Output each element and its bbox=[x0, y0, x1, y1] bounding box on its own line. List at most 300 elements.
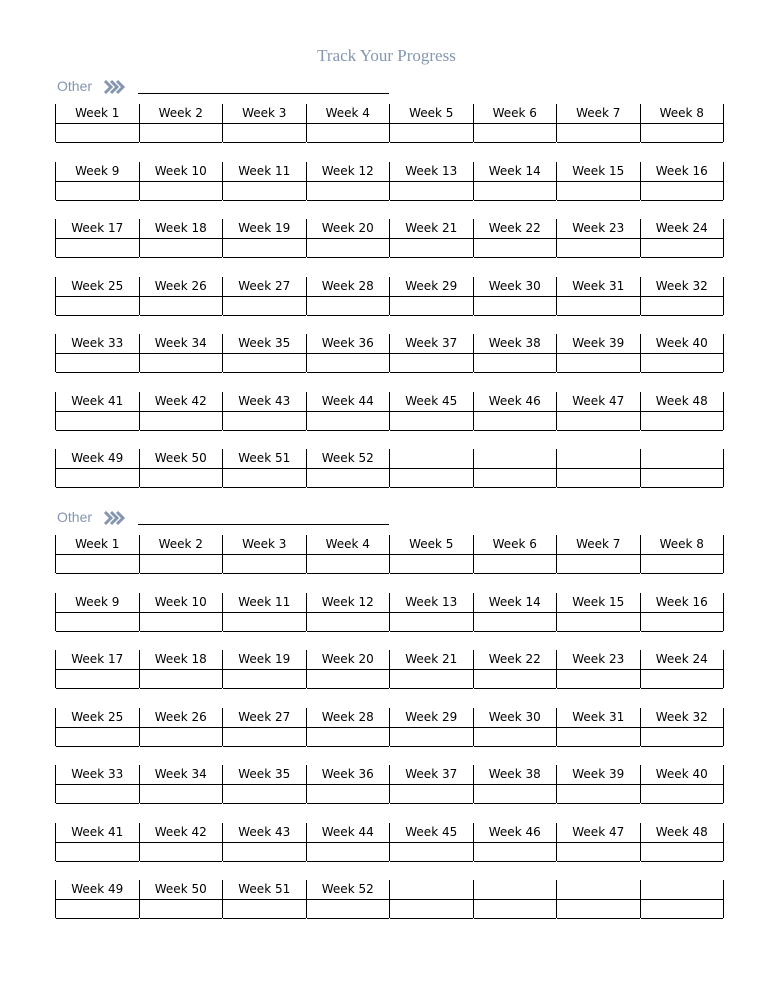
week-entry-box[interactable] bbox=[390, 182, 473, 201]
week-cell bbox=[473, 535, 557, 573]
week-cell bbox=[306, 823, 390, 861]
week-entry-box[interactable] bbox=[641, 182, 724, 201]
week-entry-box[interactable] bbox=[390, 124, 473, 143]
week-label: Week 36 bbox=[307, 334, 390, 354]
section-label-row bbox=[57, 76, 397, 98]
week-entry-box[interactable] bbox=[474, 297, 557, 316]
week-cell bbox=[389, 880, 473, 918]
week-entry-box[interactable] bbox=[390, 900, 473, 919]
week-cell bbox=[640, 880, 725, 918]
week-label: Week 6 bbox=[474, 535, 557, 555]
week-cell bbox=[306, 708, 390, 746]
week-entry-box[interactable] bbox=[641, 613, 724, 632]
week-label: Week 30 bbox=[474, 277, 557, 297]
week-cell bbox=[55, 219, 139, 257]
week-label: Week 42 bbox=[140, 823, 223, 843]
week-entry-box[interactable] bbox=[474, 900, 557, 919]
week-label: Week 37 bbox=[390, 765, 473, 785]
week-cell bbox=[473, 765, 557, 803]
week-label: Week 9 bbox=[56, 593, 139, 613]
week-entry-box[interactable] bbox=[474, 412, 557, 431]
week-label: Week 32 bbox=[641, 277, 724, 297]
week-label: Week 10 bbox=[140, 162, 223, 182]
week-cell bbox=[473, 219, 557, 257]
week-entry-box[interactable] bbox=[223, 354, 306, 373]
week-cell bbox=[55, 880, 139, 918]
week-entry-box[interactable] bbox=[557, 239, 640, 258]
week-cell bbox=[640, 593, 725, 631]
week-label: Week 40 bbox=[641, 334, 724, 354]
week-entry-box[interactable] bbox=[474, 354, 557, 373]
week-label: Week 51 bbox=[223, 449, 306, 469]
week-label: Week 15 bbox=[557, 162, 640, 182]
week-entry-box[interactable] bbox=[390, 469, 473, 488]
week-entry-box[interactable] bbox=[56, 354, 139, 373]
week-cell bbox=[222, 104, 306, 142]
week-label: Week 35 bbox=[223, 334, 306, 354]
week-entry-box[interactable] bbox=[474, 670, 557, 689]
week-cell bbox=[222, 593, 306, 631]
week-cell bbox=[640, 449, 725, 487]
week-entry-box[interactable] bbox=[140, 182, 223, 201]
week-entry-box[interactable] bbox=[56, 297, 139, 316]
week-label bbox=[474, 880, 557, 900]
week-cell bbox=[222, 765, 306, 803]
week-cell bbox=[306, 162, 390, 200]
week-label: Week 22 bbox=[474, 650, 557, 670]
week-entry-box[interactable] bbox=[641, 124, 724, 143]
week-label: Week 13 bbox=[390, 162, 473, 182]
week-label: Week 16 bbox=[641, 162, 724, 182]
week-entry-box[interactable] bbox=[390, 555, 473, 574]
week-entry-box[interactable] bbox=[223, 412, 306, 431]
week-cell bbox=[306, 277, 390, 315]
week-row bbox=[55, 162, 723, 200]
week-entry-box[interactable] bbox=[56, 843, 139, 862]
week-entry-box[interactable] bbox=[56, 469, 139, 488]
week-label: Week 47 bbox=[557, 823, 640, 843]
week-entry-box[interactable] bbox=[223, 613, 306, 632]
week-entry-box[interactable] bbox=[390, 613, 473, 632]
week-entry-box[interactable] bbox=[641, 670, 724, 689]
week-label: Week 33 bbox=[56, 334, 139, 354]
week-cell bbox=[473, 593, 557, 631]
week-entry-box[interactable] bbox=[557, 469, 640, 488]
week-label: Week 2 bbox=[140, 535, 223, 555]
week-cell bbox=[139, 765, 223, 803]
week-cell bbox=[556, 162, 640, 200]
week-label: Week 7 bbox=[557, 535, 640, 555]
week-label: Week 6 bbox=[474, 104, 557, 124]
week-row bbox=[55, 535, 723, 573]
week-label: Week 43 bbox=[223, 823, 306, 843]
week-cell bbox=[473, 708, 557, 746]
week-cell bbox=[640, 162, 725, 200]
week-label: Week 42 bbox=[140, 392, 223, 412]
week-label: Week 28 bbox=[307, 277, 390, 297]
week-entry-box[interactable] bbox=[474, 613, 557, 632]
week-label: Week 17 bbox=[56, 219, 139, 239]
week-cell bbox=[222, 392, 306, 430]
week-entry-box[interactable] bbox=[307, 469, 390, 488]
week-entry-box[interactable] bbox=[641, 469, 724, 488]
week-label: Week 25 bbox=[56, 708, 139, 728]
week-cell bbox=[139, 219, 223, 257]
page-title: Track Your Progress bbox=[317, 46, 456, 65]
week-entry-box[interactable] bbox=[474, 124, 557, 143]
week-label: Week 52 bbox=[307, 449, 390, 469]
week-cell bbox=[306, 334, 390, 372]
week-row bbox=[55, 277, 723, 315]
week-label: Week 46 bbox=[474, 823, 557, 843]
week-cell bbox=[389, 219, 473, 257]
week-entry-box[interactable] bbox=[390, 239, 473, 258]
week-label: Week 12 bbox=[307, 162, 390, 182]
week-row bbox=[55, 219, 723, 257]
week-cell bbox=[389, 708, 473, 746]
week-entry-box[interactable] bbox=[557, 728, 640, 747]
week-entry-box[interactable] bbox=[557, 900, 640, 919]
week-cell bbox=[640, 334, 725, 372]
week-cell bbox=[139, 880, 223, 918]
week-label: Week 3 bbox=[223, 535, 306, 555]
week-label: Week 20 bbox=[307, 219, 390, 239]
week-cell bbox=[556, 449, 640, 487]
week-cell bbox=[222, 535, 306, 573]
week-entry-box[interactable] bbox=[140, 124, 223, 143]
week-label: Week 24 bbox=[641, 650, 724, 670]
week-label: Week 38 bbox=[474, 334, 557, 354]
week-label: Week 19 bbox=[223, 219, 306, 239]
week-label: Week 43 bbox=[223, 392, 306, 412]
week-entry-box[interactable] bbox=[474, 182, 557, 201]
week-entry-box[interactable] bbox=[307, 297, 390, 316]
week-cell bbox=[306, 449, 390, 487]
week-entry-box[interactable] bbox=[557, 555, 640, 574]
week-cell bbox=[640, 708, 725, 746]
week-entry-box[interactable] bbox=[557, 354, 640, 373]
week-label: Week 24 bbox=[641, 219, 724, 239]
week-cell bbox=[640, 650, 725, 688]
week-row bbox=[55, 880, 723, 918]
week-label: Week 29 bbox=[390, 708, 473, 728]
week-entry-box[interactable] bbox=[307, 354, 390, 373]
week-entry-box[interactable] bbox=[557, 412, 640, 431]
week-label: Week 22 bbox=[474, 219, 557, 239]
week-entry-box[interactable] bbox=[307, 124, 390, 143]
week-cell bbox=[389, 449, 473, 487]
week-entry-box[interactable] bbox=[223, 182, 306, 201]
week-entry-box[interactable] bbox=[140, 670, 223, 689]
week-label: Week 35 bbox=[223, 765, 306, 785]
week-entry-box[interactable] bbox=[307, 613, 390, 632]
week-entry-box[interactable] bbox=[557, 670, 640, 689]
week-cell bbox=[473, 449, 557, 487]
week-label: Week 15 bbox=[557, 593, 640, 613]
week-cell bbox=[556, 708, 640, 746]
week-entry-box[interactable] bbox=[56, 785, 139, 804]
week-entry-box[interactable] bbox=[140, 412, 223, 431]
week-label: Week 39 bbox=[557, 765, 640, 785]
week-label: Week 27 bbox=[223, 277, 306, 297]
week-entry-box[interactable] bbox=[56, 412, 139, 431]
week-cell bbox=[556, 535, 640, 573]
week-label: Week 4 bbox=[307, 104, 390, 124]
week-entry-box[interactable] bbox=[223, 239, 306, 258]
week-label: Week 37 bbox=[390, 334, 473, 354]
week-cell bbox=[389, 765, 473, 803]
week-cell bbox=[139, 277, 223, 315]
week-cell bbox=[306, 593, 390, 631]
week-row bbox=[55, 593, 723, 631]
week-cell bbox=[306, 219, 390, 257]
week-entry-box[interactable] bbox=[56, 124, 139, 143]
week-entry-box[interactable] bbox=[140, 843, 223, 862]
week-label: Week 11 bbox=[223, 593, 306, 613]
week-cell bbox=[473, 104, 557, 142]
week-cell bbox=[55, 162, 139, 200]
week-row bbox=[55, 765, 723, 803]
week-entry-box[interactable] bbox=[223, 785, 306, 804]
section-label: Other bbox=[57, 509, 93, 525]
week-entry-box[interactable] bbox=[307, 555, 390, 574]
week-label: Week 12 bbox=[307, 593, 390, 613]
week-entry-box[interactable] bbox=[140, 728, 223, 747]
week-entry-box[interactable] bbox=[641, 555, 724, 574]
week-entry-box[interactable] bbox=[140, 785, 223, 804]
week-cell bbox=[556, 104, 640, 142]
week-cell bbox=[55, 277, 139, 315]
week-entry-box[interactable] bbox=[307, 728, 390, 747]
week-cell bbox=[139, 449, 223, 487]
week-cell bbox=[55, 104, 139, 142]
week-label: Week 39 bbox=[557, 334, 640, 354]
week-label: Week 10 bbox=[140, 593, 223, 613]
week-cell bbox=[55, 593, 139, 631]
week-entry-box[interactable] bbox=[641, 239, 724, 258]
week-cell bbox=[139, 650, 223, 688]
week-label: Week 19 bbox=[223, 650, 306, 670]
week-label: Week 47 bbox=[557, 392, 640, 412]
week-entry-box[interactable] bbox=[474, 785, 557, 804]
week-entry-box[interactable] bbox=[307, 182, 390, 201]
week-label: Week 45 bbox=[390, 823, 473, 843]
week-entry-box[interactable] bbox=[474, 239, 557, 258]
week-cell bbox=[640, 104, 725, 142]
week-entry-box[interactable] bbox=[140, 613, 223, 632]
week-cell bbox=[139, 708, 223, 746]
week-label: Week 13 bbox=[390, 593, 473, 613]
week-entry-box[interactable] bbox=[390, 843, 473, 862]
week-entry-box[interactable] bbox=[56, 239, 139, 258]
week-entry-box[interactable] bbox=[140, 900, 223, 919]
week-cell bbox=[556, 277, 640, 315]
week-label bbox=[474, 449, 557, 469]
double-chevron-right-icon bbox=[103, 509, 127, 527]
week-label bbox=[557, 880, 640, 900]
week-entry-box[interactable] bbox=[390, 728, 473, 747]
week-row bbox=[55, 650, 723, 688]
week-entry-box[interactable] bbox=[56, 728, 139, 747]
week-entry-box[interactable] bbox=[390, 670, 473, 689]
week-entry-box[interactable] bbox=[641, 785, 724, 804]
week-entry-box[interactable] bbox=[223, 900, 306, 919]
week-entry-box[interactable] bbox=[56, 555, 139, 574]
week-entry-box[interactable] bbox=[641, 843, 724, 862]
week-label: Week 7 bbox=[557, 104, 640, 124]
section-label-row bbox=[57, 507, 397, 529]
week-cell bbox=[222, 449, 306, 487]
week-row bbox=[55, 334, 723, 372]
week-entry-box[interactable] bbox=[557, 182, 640, 201]
week-entry-box[interactable] bbox=[474, 728, 557, 747]
week-label: Week 33 bbox=[56, 765, 139, 785]
week-cell bbox=[139, 535, 223, 573]
week-row bbox=[55, 708, 723, 746]
week-cell bbox=[222, 334, 306, 372]
week-entry-box[interactable] bbox=[474, 843, 557, 862]
week-entry-box[interactable] bbox=[140, 297, 223, 316]
week-cell bbox=[306, 880, 390, 918]
week-entry-box[interactable] bbox=[140, 239, 223, 258]
week-entry-box[interactable] bbox=[641, 412, 724, 431]
week-entry-box[interactable] bbox=[223, 555, 306, 574]
week-label: Week 31 bbox=[557, 708, 640, 728]
week-entry-box[interactable] bbox=[641, 297, 724, 316]
week-entry-box[interactable] bbox=[390, 785, 473, 804]
week-cell bbox=[473, 162, 557, 200]
week-label: Week 44 bbox=[307, 392, 390, 412]
week-entry-box[interactable] bbox=[557, 785, 640, 804]
week-cell bbox=[556, 823, 640, 861]
week-cell bbox=[556, 765, 640, 803]
week-label: Week 52 bbox=[307, 880, 390, 900]
week-label: Week 49 bbox=[56, 449, 139, 469]
week-label: Week 8 bbox=[641, 104, 724, 124]
week-cell bbox=[473, 334, 557, 372]
week-entry-box[interactable] bbox=[56, 613, 139, 632]
section-name-line bbox=[138, 524, 389, 525]
week-label: Week 5 bbox=[390, 535, 473, 555]
week-label: Week 14 bbox=[474, 593, 557, 613]
week-entry-box[interactable] bbox=[307, 239, 390, 258]
week-label: Week 49 bbox=[56, 880, 139, 900]
week-entry-box[interactable] bbox=[307, 843, 390, 862]
week-cell bbox=[222, 219, 306, 257]
week-cell bbox=[473, 650, 557, 688]
week-label: Week 48 bbox=[641, 823, 724, 843]
week-entry-box[interactable] bbox=[223, 469, 306, 488]
week-entry-box[interactable] bbox=[223, 124, 306, 143]
week-label: Week 26 bbox=[140, 708, 223, 728]
week-entry-box[interactable] bbox=[474, 469, 557, 488]
week-cell bbox=[389, 334, 473, 372]
week-label: Week 31 bbox=[557, 277, 640, 297]
week-cell bbox=[139, 104, 223, 142]
week-entry-box[interactable] bbox=[140, 555, 223, 574]
week-cell bbox=[139, 162, 223, 200]
week-cell bbox=[139, 823, 223, 861]
week-entry-box[interactable] bbox=[557, 124, 640, 143]
week-entry-box[interactable] bbox=[140, 354, 223, 373]
week-cell bbox=[389, 392, 473, 430]
week-entry-box[interactable] bbox=[390, 412, 473, 431]
week-label: Week 1 bbox=[56, 104, 139, 124]
week-entry-box[interactable] bbox=[307, 785, 390, 804]
week-entry-box[interactable] bbox=[56, 900, 139, 919]
week-entry-box[interactable] bbox=[223, 670, 306, 689]
week-entry-box[interactable] bbox=[56, 670, 139, 689]
week-cell bbox=[640, 277, 725, 315]
week-cell bbox=[139, 334, 223, 372]
week-entry-box[interactable] bbox=[474, 555, 557, 574]
week-row bbox=[55, 104, 723, 142]
week-entry-box[interactable] bbox=[557, 297, 640, 316]
week-cell bbox=[222, 708, 306, 746]
week-entry-box[interactable] bbox=[307, 670, 390, 689]
week-entry-box[interactable] bbox=[140, 469, 223, 488]
week-cell bbox=[389, 823, 473, 861]
week-entry-box[interactable] bbox=[307, 412, 390, 431]
week-entry-box[interactable] bbox=[56, 182, 139, 201]
week-label: Week 18 bbox=[140, 650, 223, 670]
week-cell bbox=[556, 650, 640, 688]
week-cell bbox=[556, 334, 640, 372]
week-cell bbox=[473, 392, 557, 430]
week-entry-box[interactable] bbox=[557, 613, 640, 632]
week-entry-box[interactable] bbox=[390, 297, 473, 316]
week-label: Week 34 bbox=[140, 334, 223, 354]
week-entry-box[interactable] bbox=[557, 843, 640, 862]
week-label: Week 41 bbox=[56, 392, 139, 412]
week-label: Week 25 bbox=[56, 277, 139, 297]
week-cell bbox=[389, 650, 473, 688]
week-cell bbox=[389, 162, 473, 200]
week-label: Week 18 bbox=[140, 219, 223, 239]
week-entry-box[interactable] bbox=[223, 297, 306, 316]
week-label: Week 2 bbox=[140, 104, 223, 124]
week-label: Week 27 bbox=[223, 708, 306, 728]
week-cell bbox=[389, 593, 473, 631]
week-cell bbox=[222, 277, 306, 315]
week-cell bbox=[222, 650, 306, 688]
week-entry-box[interactable] bbox=[223, 843, 306, 862]
section-name-line bbox=[138, 93, 389, 94]
week-label: Week 41 bbox=[56, 823, 139, 843]
week-cell bbox=[55, 392, 139, 430]
week-entry-box[interactable] bbox=[390, 354, 473, 373]
week-label: Week 50 bbox=[140, 880, 223, 900]
week-cell bbox=[640, 392, 725, 430]
week-cell bbox=[306, 535, 390, 573]
week-entry-box[interactable] bbox=[307, 900, 390, 919]
week-entry-box[interactable] bbox=[641, 354, 724, 373]
week-label: Week 38 bbox=[474, 765, 557, 785]
week-entry-box[interactable] bbox=[641, 728, 724, 747]
week-entry-box[interactable] bbox=[223, 728, 306, 747]
week-cell bbox=[306, 392, 390, 430]
week-label: Week 11 bbox=[223, 162, 306, 182]
week-entry-box[interactable] bbox=[641, 900, 724, 919]
week-cell bbox=[389, 277, 473, 315]
week-label: Week 17 bbox=[56, 650, 139, 670]
week-label: Week 51 bbox=[223, 880, 306, 900]
week-cell bbox=[55, 708, 139, 746]
week-cell bbox=[139, 392, 223, 430]
week-cell bbox=[556, 219, 640, 257]
week-cell bbox=[306, 765, 390, 803]
double-chevron-right-icon bbox=[103, 78, 127, 96]
